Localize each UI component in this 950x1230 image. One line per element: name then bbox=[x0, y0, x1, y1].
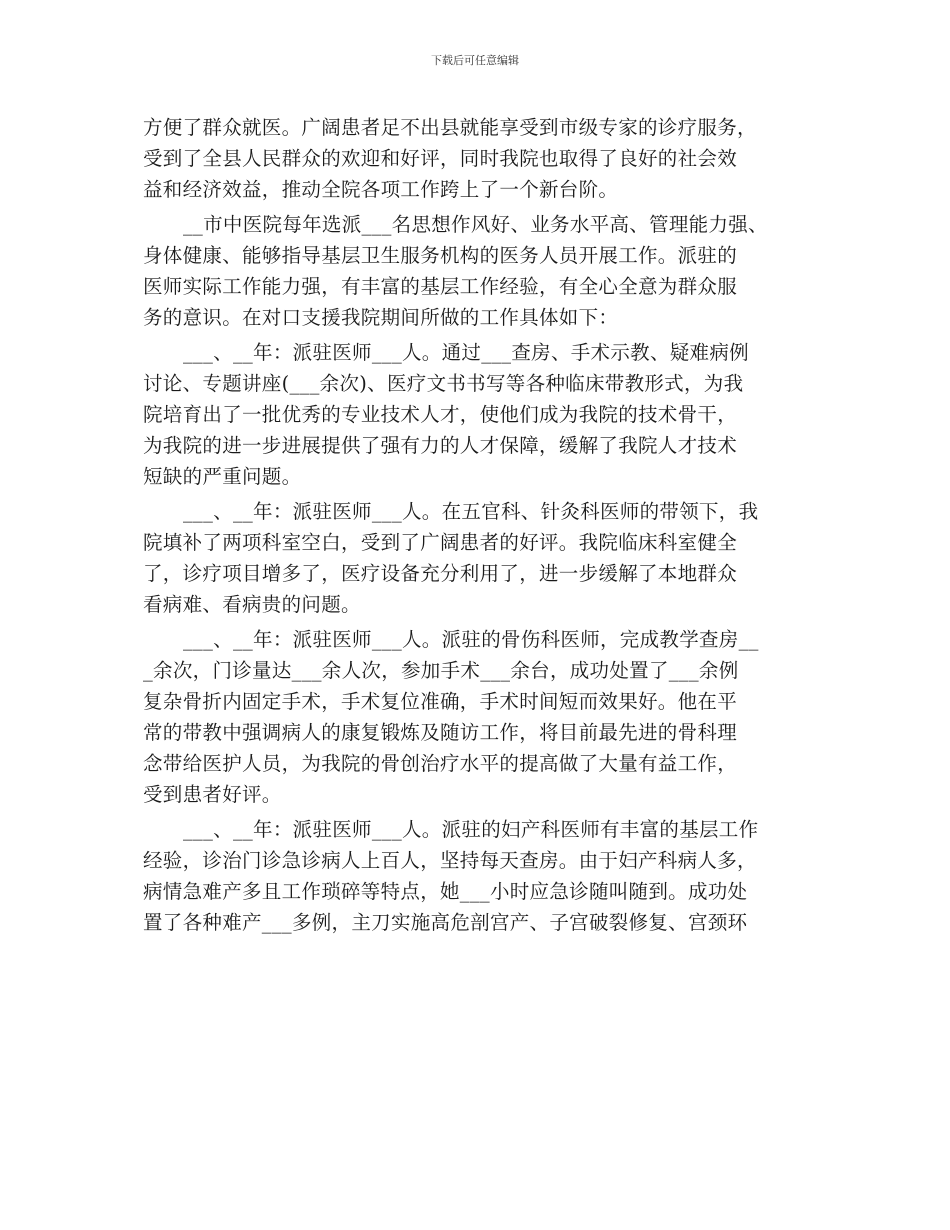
text-line: 院填补了两项科室空白，受到了广阔患者的好评。我院临床科室健全 bbox=[143, 531, 738, 554]
paragraph bbox=[143, 337, 823, 492]
text-line: 身体健康、能够指导基层卫生服务机构的医务人员开展工作。派驻的 bbox=[143, 244, 738, 267]
paragraph bbox=[143, 209, 823, 333]
text-line: 方便了群众就医。广阔患者足不出县就能享受到市级专家的诊疗服务， bbox=[143, 116, 757, 139]
text-line: 常的带教中强调病人的康复锻炼及随访工作，将目前最先进的骨科理 bbox=[143, 721, 738, 744]
text-line: ___、__年：派驻医师___人。派驻的妇产科医师有丰富的基层工作 bbox=[183, 818, 759, 841]
text-line: ___、__年：派驻医师___人。在五官科、针灸科医师的带领下，我 bbox=[183, 500, 759, 523]
paragraph bbox=[143, 112, 823, 205]
paragraph bbox=[143, 624, 823, 810]
header-note: 下载后可任意编辑 bbox=[431, 54, 519, 67]
text-line: 病情急难产多且工作琐碎等特点，她___小时应急诊随叫随到。成功处 bbox=[143, 880, 748, 903]
text-line: ___、__年：派驻医师___人。通过___查房、手术示教、疑难病例 bbox=[183, 341, 749, 364]
text-line: 经验，诊治门诊急诊病人上百人，坚持每天查房。由于妇产科病人多， bbox=[143, 849, 757, 872]
text-line: 务的意识。在对口支援我院期间所做的工作具体如下： bbox=[143, 306, 619, 329]
text-line: 医师实际工作能力强，有丰富的基层工作经验，有全心全意为群众服 bbox=[143, 275, 738, 298]
text-line: 受到了全县人民群众的欢迎和好评，同时我院也取得了良好的社会效 bbox=[143, 147, 738, 170]
text-line: ___、__年：派驻医师___人。派驻的骨伤科医师，完成教学查房__ bbox=[183, 628, 759, 651]
text-line: 益和经济效益，推动全院各项工作跨上了一个新台阶。 bbox=[143, 178, 619, 201]
text-line: 看病难、看病贵的问题。 bbox=[143, 593, 361, 616]
text-line: 受到患者好评。 bbox=[143, 783, 282, 806]
document-body bbox=[143, 112, 823, 938]
paragraph bbox=[143, 496, 823, 620]
text-line: 念带给医护人员，为我院的骨创治疗水平的提高做了大量有益工作， bbox=[143, 752, 738, 775]
text-line: 短缺的严重问题。 bbox=[143, 465, 302, 488]
text-line: 讨论、专题讲座(___余次)、医疗文书书写等各种临床带教形式，为我 bbox=[143, 372, 744, 395]
text-line: 院培育出了一批优秀的专业技术人才，使他们成为我院的技术骨干， bbox=[143, 403, 738, 426]
paragraph bbox=[143, 814, 823, 938]
text-line: 为我院的进一步进展提供了强有力的人才保障，缓解了我院人才技术 bbox=[143, 434, 738, 457]
text-line: 置了各种难产___多例，主刀实施高危剖宫产、子宫破裂修复、宫颈环 bbox=[143, 911, 748, 934]
text-line: _余次，门诊量达___余人次，参加手术___余台，成功处置了___余例 bbox=[143, 659, 739, 682]
text-line: 复杂骨折内固定手术，手术复位准确，手术时间短而效果好。他在平 bbox=[143, 690, 738, 713]
text-line: __市中医院每年选派___名思想作风好、业务水平高、管理能力强、 bbox=[183, 213, 768, 236]
text-line: 了，诊疗项目增多了，医疗设备充分利用了，进一步缓解了本地群众 bbox=[143, 562, 738, 585]
